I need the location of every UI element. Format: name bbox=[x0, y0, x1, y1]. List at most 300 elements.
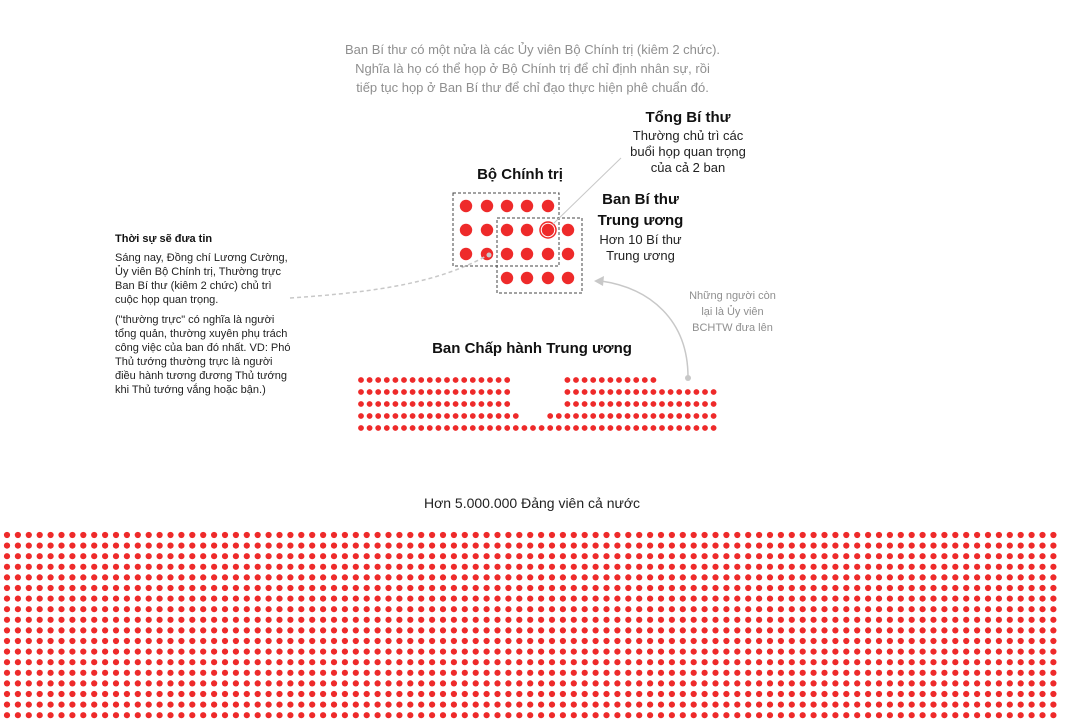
party-member-dot bbox=[800, 680, 806, 686]
party-member-dot bbox=[996, 532, 1002, 538]
party-member-dot bbox=[102, 638, 108, 644]
central-committee-member-dot bbox=[651, 413, 657, 419]
party-member-dot bbox=[124, 638, 130, 644]
general-secretary-desc-line: của cả 2 ban bbox=[650, 160, 726, 175]
party-member-dot bbox=[1007, 606, 1013, 612]
party-member-dot bbox=[582, 702, 588, 708]
party-member-dot bbox=[898, 659, 904, 665]
party-member-dot bbox=[167, 638, 173, 644]
party-member-dot bbox=[843, 606, 849, 612]
party-member-dot bbox=[58, 617, 64, 623]
party-member-dot bbox=[266, 596, 272, 602]
party-member-dot bbox=[135, 680, 141, 686]
party-member-dot bbox=[418, 638, 424, 644]
party-member-dot bbox=[952, 702, 958, 708]
party-member-dot bbox=[462, 638, 468, 644]
party-member-dot bbox=[287, 596, 293, 602]
party-member-dot bbox=[614, 649, 620, 655]
party-member-dot bbox=[200, 574, 206, 580]
party-member-dot bbox=[385, 553, 391, 559]
party-member-dot bbox=[407, 712, 413, 718]
party-member-dot bbox=[1039, 712, 1045, 718]
party-member-dot bbox=[1050, 627, 1056, 633]
party-member-dot bbox=[996, 553, 1002, 559]
party-member-dot bbox=[244, 532, 250, 538]
party-member-dot bbox=[146, 585, 152, 591]
party-member-dot bbox=[255, 553, 261, 559]
party-member-dot bbox=[353, 596, 359, 602]
central-committee-member-dot bbox=[393, 389, 399, 395]
party-member-dot bbox=[516, 627, 522, 633]
central-committee-member-dot bbox=[616, 425, 622, 431]
party-member-dot bbox=[429, 649, 435, 655]
party-member-dot bbox=[974, 553, 980, 559]
party-member-dot bbox=[723, 702, 729, 708]
party-member-dot bbox=[124, 627, 130, 633]
party-member-dot bbox=[516, 702, 522, 708]
party-member-dot bbox=[135, 532, 141, 538]
party-member-dot bbox=[451, 606, 457, 612]
party-member-dot bbox=[680, 585, 686, 591]
party-member-dot bbox=[1050, 553, 1056, 559]
party-member-dot bbox=[484, 553, 490, 559]
party-member-dot bbox=[375, 680, 381, 686]
party-member-dot bbox=[80, 712, 86, 718]
party-member-dot bbox=[1007, 670, 1013, 676]
party-member-dot bbox=[789, 585, 795, 591]
party-member-dot bbox=[80, 585, 86, 591]
central-committee-member-dot bbox=[410, 425, 416, 431]
party-member-dot bbox=[800, 712, 806, 718]
party-member-dot bbox=[407, 617, 413, 623]
party-member-dot bbox=[658, 532, 664, 538]
party-member-dot bbox=[593, 670, 599, 676]
party-member-dot bbox=[1029, 585, 1035, 591]
central-committee-member-dot bbox=[453, 389, 459, 395]
party-member-dot bbox=[745, 670, 751, 676]
party-member-dot bbox=[69, 691, 75, 697]
party-member-dot bbox=[375, 574, 381, 580]
central-committee-member-dot bbox=[694, 389, 700, 395]
party-member-dot bbox=[48, 606, 54, 612]
party-member-dot bbox=[669, 627, 675, 633]
party-member-dot bbox=[909, 670, 915, 676]
party-member-dot bbox=[200, 596, 206, 602]
central-committee-member-dot bbox=[694, 401, 700, 407]
party-member-dot bbox=[124, 670, 130, 676]
party-member-dot bbox=[200, 617, 206, 623]
party-member-dot bbox=[211, 596, 217, 602]
party-member-dot bbox=[1018, 638, 1024, 644]
party-member-dot bbox=[691, 712, 697, 718]
party-member-dot bbox=[135, 638, 141, 644]
party-member-dot bbox=[582, 617, 588, 623]
party-member-dot bbox=[963, 564, 969, 570]
party-member-dot bbox=[178, 627, 184, 633]
party-member-dot bbox=[146, 564, 152, 570]
party-member-dot bbox=[582, 543, 588, 549]
party-member-dot bbox=[211, 659, 217, 665]
party-member-dot bbox=[222, 543, 228, 549]
party-member-dot bbox=[636, 553, 642, 559]
party-member-dot bbox=[865, 712, 871, 718]
party-member-dot bbox=[135, 574, 141, 580]
party-member-dot bbox=[320, 659, 326, 665]
party-member-dot bbox=[473, 606, 479, 612]
party-member-dot bbox=[603, 596, 609, 602]
party-member-dot bbox=[1039, 649, 1045, 655]
party-member-dot bbox=[157, 627, 163, 633]
party-member-dot bbox=[276, 659, 282, 665]
party-member-dot bbox=[287, 670, 293, 676]
party-member-dot bbox=[26, 564, 32, 570]
party-member-dot bbox=[538, 617, 544, 623]
party-member-dot bbox=[473, 532, 479, 538]
party-member-dot bbox=[80, 638, 86, 644]
party-member-dot bbox=[178, 553, 184, 559]
politburo-member-dot bbox=[501, 248, 513, 260]
party-member-dot bbox=[789, 702, 795, 708]
party-member-dot bbox=[189, 564, 195, 570]
party-member-dot bbox=[48, 585, 54, 591]
party-member-dot bbox=[516, 574, 522, 580]
party-member-dot bbox=[625, 649, 631, 655]
party-member-dot bbox=[789, 606, 795, 612]
central-committee-member-dot bbox=[487, 401, 493, 407]
party-member-dot bbox=[789, 564, 795, 570]
party-member-dot bbox=[298, 680, 304, 686]
party-member-dot bbox=[309, 627, 315, 633]
party-member-dot bbox=[440, 680, 446, 686]
party-member-dot bbox=[920, 659, 926, 665]
party-member-dot bbox=[4, 659, 10, 665]
party-member-dot bbox=[756, 638, 762, 644]
party-member-dot bbox=[767, 617, 773, 623]
party-member-dot bbox=[113, 532, 119, 538]
party-member-dot bbox=[320, 564, 326, 570]
party-member-dot bbox=[920, 627, 926, 633]
party-member-dot bbox=[789, 649, 795, 655]
party-member-dot bbox=[636, 543, 642, 549]
central-committee-member-dot bbox=[651, 389, 657, 395]
party-member-dot bbox=[451, 649, 457, 655]
party-member-dot bbox=[516, 585, 522, 591]
party-member-dot bbox=[146, 659, 152, 665]
party-member-dot bbox=[538, 702, 544, 708]
party-member-dot bbox=[15, 617, 21, 623]
party-member-dot bbox=[582, 596, 588, 602]
party-member-dot bbox=[233, 691, 239, 697]
party-member-dot bbox=[364, 712, 370, 718]
party-member-dot bbox=[723, 532, 729, 538]
central-committee-member-dot bbox=[625, 425, 631, 431]
party-member-dot bbox=[691, 627, 697, 633]
central-committee-member-dot bbox=[582, 413, 588, 419]
party-member-dot bbox=[658, 649, 664, 655]
party-member-dot bbox=[233, 617, 239, 623]
party-member-dot bbox=[505, 638, 511, 644]
party-member-dot bbox=[1007, 564, 1013, 570]
secretariat-member-dot bbox=[521, 272, 533, 284]
party-member-dot bbox=[233, 702, 239, 708]
party-member-dot bbox=[429, 702, 435, 708]
news-body-line: Ban Bí thư (kiêm 2 chức) chủ trì bbox=[115, 280, 272, 292]
party-member-dot bbox=[614, 680, 620, 686]
party-member-dot bbox=[745, 680, 751, 686]
party-member-dot bbox=[832, 627, 838, 633]
party-member-dot bbox=[909, 638, 915, 644]
party-member-dot bbox=[135, 564, 141, 570]
party-member-dot bbox=[963, 649, 969, 655]
party-member-dot bbox=[255, 596, 261, 602]
party-member-dot bbox=[189, 553, 195, 559]
party-member-dot bbox=[342, 649, 348, 655]
party-member-dot bbox=[48, 691, 54, 697]
party-member-dot bbox=[756, 596, 762, 602]
party-member-dot bbox=[451, 670, 457, 676]
party-member-dot bbox=[930, 574, 936, 580]
party-member-dot bbox=[364, 617, 370, 623]
party-member-dot bbox=[113, 574, 119, 580]
party-member-dot bbox=[941, 585, 947, 591]
party-member-dot bbox=[462, 627, 468, 633]
party-member-dot bbox=[1029, 617, 1035, 623]
party-member-dot bbox=[1050, 649, 1056, 655]
party-member-dot bbox=[26, 702, 32, 708]
party-member-dot bbox=[636, 617, 642, 623]
party-member-dot bbox=[680, 596, 686, 602]
party-member-dot bbox=[266, 585, 272, 591]
party-member-dot bbox=[255, 680, 261, 686]
party-member-dot bbox=[494, 680, 500, 686]
party-member-dot bbox=[200, 627, 206, 633]
party-member-dot bbox=[342, 564, 348, 570]
party-member-dot bbox=[429, 606, 435, 612]
party-member-dot bbox=[331, 712, 337, 718]
party-member-dot bbox=[364, 649, 370, 655]
party-member-dot bbox=[734, 553, 740, 559]
party-member-dot bbox=[909, 574, 915, 580]
party-member-dot bbox=[582, 564, 588, 570]
party-member-dot bbox=[789, 659, 795, 665]
party-member-dot bbox=[385, 691, 391, 697]
party-member-dot bbox=[48, 553, 54, 559]
party-member-dot bbox=[854, 702, 860, 708]
party-member-dot bbox=[876, 702, 882, 708]
party-member-dot bbox=[298, 606, 304, 612]
party-member-dot bbox=[963, 680, 969, 686]
party-member-dot bbox=[920, 564, 926, 570]
politburo-member-dot bbox=[481, 224, 493, 236]
party-member-dot bbox=[287, 702, 293, 708]
central-committee-member-dot bbox=[461, 377, 467, 383]
party-member-dot bbox=[364, 659, 370, 665]
party-member-dot bbox=[974, 627, 980, 633]
party-member-dot bbox=[821, 649, 827, 655]
party-member-dot bbox=[266, 670, 272, 676]
party-member-dot bbox=[843, 532, 849, 538]
party-member-dot bbox=[298, 627, 304, 633]
party-member-dot bbox=[353, 606, 359, 612]
party-member-dot bbox=[331, 553, 337, 559]
party-member-dot bbox=[484, 627, 490, 633]
party-member-dot bbox=[189, 606, 195, 612]
party-member-dot bbox=[811, 543, 817, 549]
party-member-dot bbox=[582, 680, 588, 686]
party-member-dot bbox=[80, 574, 86, 580]
party-member-dot bbox=[800, 596, 806, 602]
party-member-dot bbox=[909, 691, 915, 697]
party-member-dot bbox=[549, 680, 555, 686]
party-member-dot bbox=[429, 585, 435, 591]
party-member-dot bbox=[26, 712, 32, 718]
party-member-dot bbox=[614, 670, 620, 676]
party-member-dot bbox=[963, 596, 969, 602]
party-member-dot bbox=[516, 670, 522, 676]
party-member-dot bbox=[157, 649, 163, 655]
party-member-dot bbox=[342, 659, 348, 665]
party-member-dot bbox=[538, 649, 544, 655]
party-member-dot bbox=[767, 585, 773, 591]
central-committee-member-dot bbox=[659, 413, 665, 419]
party-member-dot bbox=[15, 564, 21, 570]
party-member-dot bbox=[745, 532, 751, 538]
party-member-dot bbox=[723, 574, 729, 580]
party-member-dot bbox=[963, 543, 969, 549]
party-member-dot bbox=[647, 627, 653, 633]
party-member-dot bbox=[712, 649, 718, 655]
party-member-dot bbox=[669, 532, 675, 538]
party-member-dot bbox=[15, 574, 21, 580]
party-member-dot bbox=[1039, 702, 1045, 708]
promotion-arrow-head-icon bbox=[594, 276, 604, 286]
party-member-dot bbox=[560, 670, 566, 676]
party-member-dot bbox=[287, 649, 293, 655]
party-member-dot bbox=[538, 691, 544, 697]
party-member-dot bbox=[887, 691, 893, 697]
central-committee-member-dot bbox=[582, 377, 588, 383]
party-member-dot bbox=[189, 691, 195, 697]
party-member-dot bbox=[789, 617, 795, 623]
party-member-dot bbox=[1029, 596, 1035, 602]
party-member-dot bbox=[560, 543, 566, 549]
party-member-dot bbox=[723, 691, 729, 697]
central-committee-member-dot bbox=[642, 425, 648, 431]
party-member-dot bbox=[222, 712, 228, 718]
party-member-dot bbox=[255, 606, 261, 612]
central-committee-member-dot bbox=[513, 413, 519, 419]
party-member-dot bbox=[996, 659, 1002, 665]
party-member-dot bbox=[974, 532, 980, 538]
party-member-dot bbox=[58, 712, 64, 718]
party-member-dot bbox=[157, 617, 163, 623]
party-member-dot bbox=[560, 564, 566, 570]
party-member-dot bbox=[276, 649, 282, 655]
party-member-dot bbox=[680, 617, 686, 623]
party-member-dot bbox=[952, 712, 958, 718]
party-member-dot bbox=[920, 712, 926, 718]
party-member-dot bbox=[952, 680, 958, 686]
party-member-dot bbox=[756, 702, 762, 708]
party-member-dot bbox=[233, 712, 239, 718]
party-member-dot bbox=[571, 585, 577, 591]
party-member-dot bbox=[178, 702, 184, 708]
party-member-dot bbox=[342, 617, 348, 623]
party-member-dot bbox=[157, 532, 163, 538]
party-member-dot bbox=[440, 702, 446, 708]
party-member-dot bbox=[211, 627, 217, 633]
party-member-dot bbox=[113, 649, 119, 655]
party-member-dot bbox=[1029, 606, 1035, 612]
party-member-dot bbox=[636, 638, 642, 644]
central-committee-member-dot bbox=[375, 389, 381, 395]
party-member-dot bbox=[702, 649, 708, 655]
party-member-dot bbox=[811, 585, 817, 591]
central-committee-member-dot bbox=[522, 425, 528, 431]
party-member-dot bbox=[930, 670, 936, 676]
party-member-dot bbox=[778, 712, 784, 718]
central-committee-member-dot bbox=[711, 401, 717, 407]
party-member-dot bbox=[767, 627, 773, 633]
party-member-dot bbox=[560, 627, 566, 633]
party-member-dot bbox=[146, 553, 152, 559]
party-member-dot bbox=[255, 649, 261, 655]
party-member-dot bbox=[876, 543, 882, 549]
party-member-dot bbox=[418, 564, 424, 570]
party-member-dot bbox=[15, 585, 21, 591]
central-committee-member-dot bbox=[418, 377, 424, 383]
party-member-dot bbox=[80, 680, 86, 686]
party-member-dot bbox=[930, 649, 936, 655]
party-member-dot bbox=[462, 606, 468, 612]
central-committee-member-dot bbox=[393, 413, 399, 419]
party-member-dot bbox=[647, 532, 653, 538]
party-member-dot bbox=[560, 553, 566, 559]
party-member-dot bbox=[473, 617, 479, 623]
party-member-dot bbox=[255, 691, 261, 697]
party-member-dot bbox=[364, 596, 370, 602]
party-member-dot bbox=[538, 596, 544, 602]
party-member-dot bbox=[625, 680, 631, 686]
party-member-dot bbox=[625, 670, 631, 676]
party-member-dot bbox=[91, 659, 97, 665]
central-committee-member-dot bbox=[470, 377, 476, 383]
party-member-dot bbox=[440, 659, 446, 665]
party-member-dot bbox=[385, 606, 391, 612]
party-member-dot bbox=[4, 712, 10, 718]
party-member-dot bbox=[636, 596, 642, 602]
party-member-dot bbox=[876, 638, 882, 644]
party-member-dot bbox=[407, 659, 413, 665]
party-member-dot bbox=[1007, 638, 1013, 644]
party-member-dot bbox=[157, 680, 163, 686]
party-member-dot bbox=[898, 702, 904, 708]
party-member-dot bbox=[920, 638, 926, 644]
party-member-dot bbox=[233, 543, 239, 549]
party-member-dot bbox=[505, 585, 511, 591]
party-member-dot bbox=[1039, 553, 1045, 559]
party-member-dot bbox=[593, 574, 599, 580]
party-member-dot bbox=[298, 649, 304, 655]
party-member-dot bbox=[69, 596, 75, 602]
party-member-dot bbox=[876, 564, 882, 570]
party-member-dot bbox=[375, 617, 381, 623]
party-member-dot bbox=[800, 659, 806, 665]
party-member-dot bbox=[876, 553, 882, 559]
party-member-dot bbox=[811, 659, 817, 665]
party-member-dot bbox=[658, 638, 664, 644]
party-member-dot bbox=[811, 691, 817, 697]
